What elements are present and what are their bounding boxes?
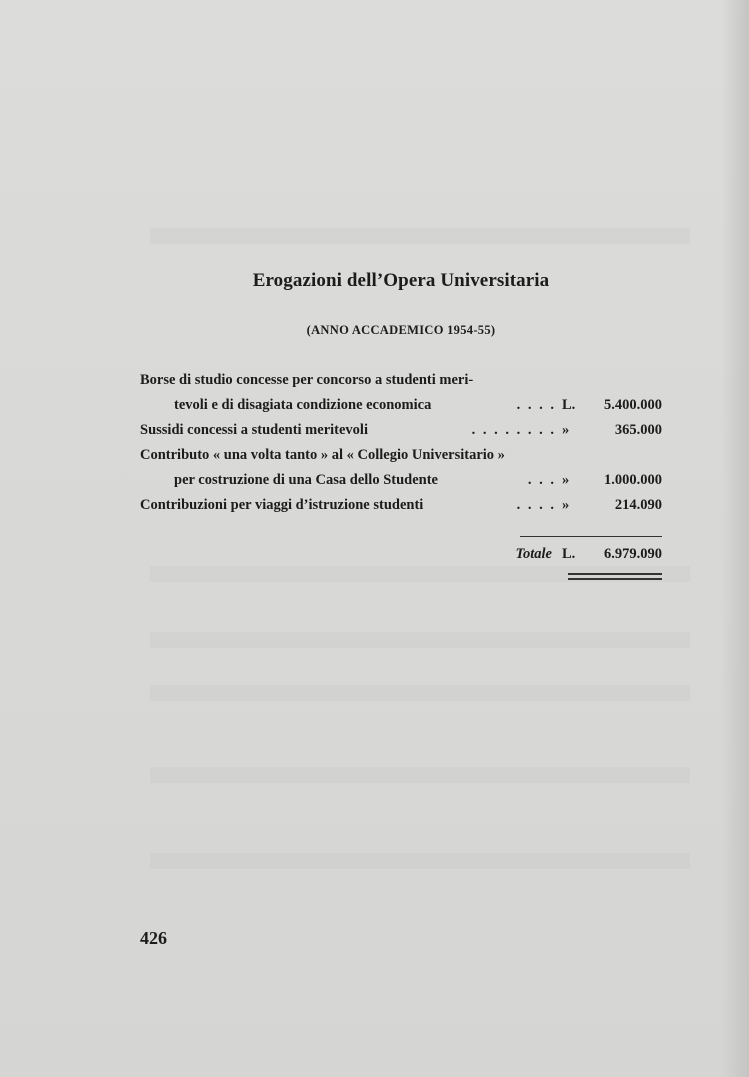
entry-2-line1 xyxy=(140,443,662,468)
bleed-through-text xyxy=(150,685,690,701)
entry-1-line1 xyxy=(140,418,662,443)
total-currency: L. xyxy=(562,546,576,562)
entry-description: Sussidi concessi a studenti meritevoli xyxy=(140,422,368,438)
sum-rule xyxy=(520,536,662,537)
entry-amount: 1.000.000 xyxy=(604,472,662,488)
entry-description: Contributo « una volta tanto » al « Collegio Universitario » xyxy=(140,447,505,463)
entry-currency: » xyxy=(562,422,570,438)
total-amount: 6.979.090 xyxy=(604,546,662,562)
entry-description: per costruzione di una Casa dello Studente xyxy=(174,472,438,488)
entry-currency: » xyxy=(562,497,570,513)
double-rule-bottom xyxy=(568,578,662,580)
entry-0-line1 xyxy=(140,368,662,393)
bleed-through-text xyxy=(150,632,690,648)
total-row xyxy=(420,542,662,567)
leader-dots: . . . xyxy=(527,472,556,488)
entry-amount: 5.400.000 xyxy=(604,397,662,413)
page-number: 426 xyxy=(140,928,167,948)
leader-dots: . . . . . . . . xyxy=(471,422,556,438)
academic-year-subtitle: (ANNO ACCADEMICO 1954-55) xyxy=(306,323,496,337)
entry-description: Contribuzioni per viaggi d’istruzione studenti xyxy=(140,497,424,513)
bleed-through-text xyxy=(150,767,690,783)
entry-amount: 365.000 xyxy=(614,422,662,438)
total-label: Totale xyxy=(515,546,552,562)
double-rule-top xyxy=(568,573,662,575)
bleed-through-text xyxy=(150,853,690,869)
entry-description: Borse di studio concesse per concorso a studenti meri- xyxy=(140,372,474,388)
entry-3-line1 xyxy=(140,493,662,518)
disbursements-list xyxy=(140,368,662,518)
entry-currency: L. xyxy=(562,397,576,413)
entry-description: tevoli e di disagiata condizione economica xyxy=(174,397,432,413)
entry-2-line2 xyxy=(140,468,662,493)
bleed-through-text xyxy=(150,228,690,244)
entry-0-line2 xyxy=(140,393,662,418)
page-edge-shadow xyxy=(721,0,749,1077)
leader-dots: . . . . xyxy=(516,497,556,513)
entry-currency: » xyxy=(562,472,570,488)
entry-amount: 214.090 xyxy=(614,497,662,513)
leader-dots: . . . . xyxy=(516,397,556,413)
page-title: Erogazioni dell’Opera Universitaria xyxy=(252,270,550,291)
